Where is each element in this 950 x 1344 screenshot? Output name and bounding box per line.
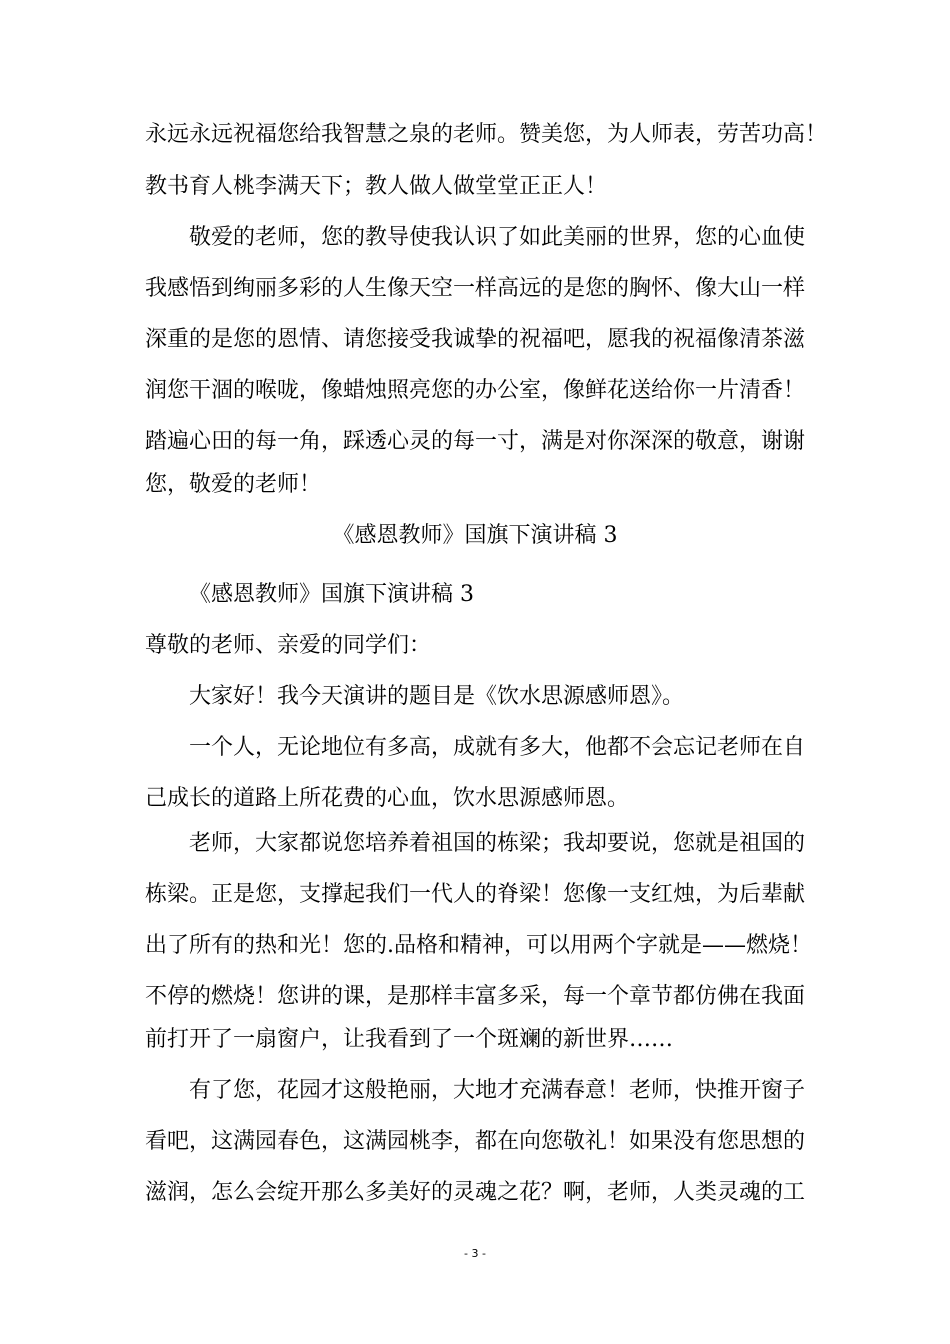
text-line: 大家好！我今天演讲的题目是《饮水思源感师恩》。 <box>189 684 685 709</box>
text-line: 老师，大家都说您培养着祖国的栋梁；我却要说，您就是祖国的 <box>189 831 806 856</box>
salutation: 尊敬的老师、亲爱的同学们： <box>145 633 432 658</box>
text-line: 敬爱的老师，您的教导使我认识了如此美丽的世界，您的心血使 <box>189 225 806 250</box>
text-line: 教书育人桃李满天下；教人做人做堂堂正正人！ <box>145 174 608 199</box>
text-line: 有了您，花园才这般艳丽，大地才充满春意！老师，快推开窗子 <box>189 1078 806 1103</box>
text-line: 深重的是您的恩情、请您接受我诚挚的祝福吧，愿我的祝福像清茶滋 <box>145 327 806 352</box>
text-line: 前打开了一扇窗户，让我看到了一个斑斓的新世界…… <box>145 1027 674 1052</box>
text-line: 看吧，这满园春色，这满园桃李，都在向您敬礼！如果没有您思想的 <box>145 1129 806 1154</box>
text-line: 《感恩教师》国旗下演讲稿 3 <box>189 582 474 607</box>
text-line: 栋梁。正是您，支撑起我们一代人的脊梁！您像一支红烛，为后辈献 <box>145 882 806 907</box>
text-line: 不停的燃烧！您讲的课，是那样丰富多采，每一个章节都仿佛在我面 <box>145 984 806 1009</box>
text-line: 永远永远祝福您给我智慧之泉的老师。赞美您，为人师表，劳苦功高！ <box>145 122 828 147</box>
text-line: 滋润，怎么会绽开那么多美好的灵魂之花？啊，老师，人类灵魂的工 <box>145 1180 806 1205</box>
text-line: 一个人，无论地位有多高，成就有多大，他都不会忘记老师在自 <box>189 735 806 760</box>
text-line: 踏遍心田的每一角，踩透心灵的每一寸，满是对你深深的敬意，谢谢 <box>145 429 806 454</box>
text-line: 己成长的道路上所花费的心血，饮水思源感师恩。 <box>145 786 630 811</box>
text-line: 润您干涸的喉咙，像蜡烛照亮您的办公室，像鲜花送给你一片清香！ <box>145 378 806 403</box>
text-line: 出了所有的热和光！您的.品格和精神，可以用两个字就是——燃烧！ <box>145 933 812 958</box>
text-line: 我感悟到绚丽多彩的人生像天空一样高远的是您的胸怀、像大山一样 <box>145 276 806 301</box>
text-line: 您，敬爱的老师！ <box>145 472 322 497</box>
page-number: - 3 - <box>464 1247 486 1260</box>
section-title: 《感恩教师》国旗下演讲稿 3 <box>332 523 618 548</box>
